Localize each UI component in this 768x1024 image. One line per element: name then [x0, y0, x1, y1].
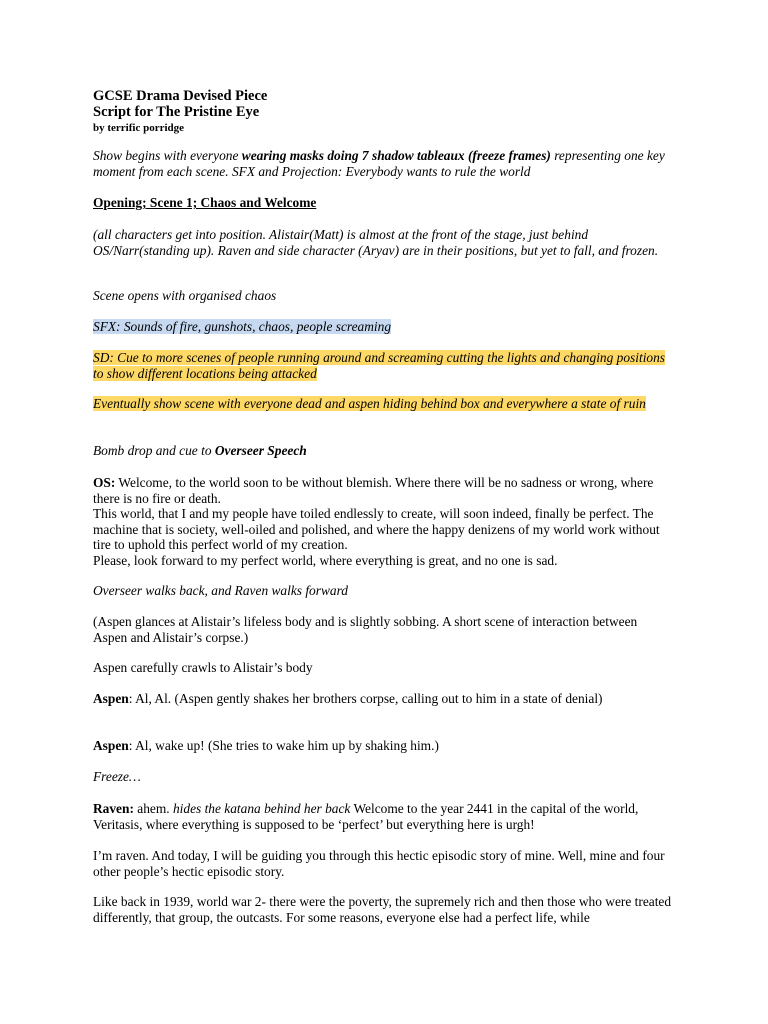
- intro-text: Show begins with everyone: [93, 148, 242, 163]
- os-speech: [93, 475, 673, 568]
- os-speaker: OS:: [93, 475, 116, 490]
- aspen-line-2-text: : Al, wake up! (She tries to wake him up by shaking him.): [128, 738, 439, 753]
- document-subtitle: Script for The Pristine Eye: [93, 104, 260, 120]
- raven-speaker: Raven:: [93, 801, 134, 816]
- sfx-direction: [93, 319, 673, 335]
- eventually-highlight: Eventually show scene with everyone dead and aspen hiding behind box and everywhere a state of ruin: [93, 396, 646, 411]
- freeze-direction: Freeze…: [93, 769, 141, 784]
- aspen-crawls-direction: Aspen carefully crawls to Alistair’s body: [93, 660, 313, 675]
- intro-bold-text: wearing masks doing 7 shadow tableaux (freeze frames): [241, 148, 551, 163]
- im-raven-paragraph: I’m raven. And today, I will be guiding you through this hectic episodic story of mine. Well, mine and four other people’s hectic episodic story.: [93, 848, 665, 879]
- aspen-line-1-text: : Al, Al. (Aspen gently shakes her brothers corpse, calling out to him in a state of denial): [128, 691, 603, 706]
- raven-stage-direction: hides the katana behind her back: [172, 801, 351, 816]
- document-byline: by terrific porridge: [93, 122, 185, 134]
- os-line-1: Welcome, to the world soon to be without blemish. Where there will be no sadness or wrong, where there is no fire or death.: [93, 475, 654, 506]
- sfx-highlight: SFX: Sounds of fire, gunshots, chaos, people screaming: [93, 319, 392, 334]
- scene-heading: Opening; Scene 1; Chaos and Welcome: [93, 195, 317, 210]
- sd-direction: [93, 350, 673, 381]
- overseer-speech-label: Overseer Speech: [214, 443, 307, 458]
- eventually-direction: [93, 396, 673, 412]
- bomb-direction: [93, 443, 673, 459]
- aspen-speaker: Aspen: [93, 691, 129, 706]
- characters-direction: (all characters get into position. Alistair(Matt) is almost at the front of the stage, just behind OS/Narr(standing up). Raven and side character (Aryav) are in their positions, but yet to fall, and frozen.: [93, 227, 659, 258]
- raven-line-end: Welcome to the year 2441 in the capital of the world, Veritasis, where everything is supposed to be ‘perfect’ but everything here is urgh!: [93, 801, 639, 832]
- aspen-line-1: [93, 691, 673, 707]
- intro-text-end: representing one key moment from each scene. SFX and Projection: Everybody wants to rule the world: [93, 148, 665, 179]
- aspen-speaker: Aspen: [93, 738, 129, 753]
- sd-highlight: SD: Cue to more scenes of people running around and screaming cutting the lights and changing positions to show different locations being attacked: [93, 350, 666, 381]
- aspen-glances-direction: (Aspen glances at Alistair’s lifeless body and is slightly sobbing. A short scene of interaction between Aspen and Alistair’s corpse.): [93, 614, 638, 645]
- raven-line: [93, 801, 673, 832]
- os-line-3: Please, look forward to my perfect world, where everything is great, and no one is sad.: [93, 552, 558, 568]
- like-back-paragraph: Like back in 1939, world war 2- there were the poverty, the supremely rich and then those who were treated differently, that group, the outcasts. For some reasons, everyone else had a perfect life, while: [93, 894, 672, 925]
- bomb-text: Bomb drop and cue to: [93, 443, 215, 458]
- document-title: GCSE Drama Devised Piece: [93, 88, 268, 104]
- raven-line-start: ahem.: [133, 801, 173, 816]
- os-line-2: This world, that I and my people have toiled endlessly to create, will soon indeed, finally be perfect. The machine that is society, well-oiled and polished, and where the happy denizens of my world work without tire to uphold this perfect world of my creation.: [93, 506, 660, 552]
- scene-opens-direction: Scene opens with organised chaos: [93, 288, 277, 303]
- intro-paragraph: [93, 148, 673, 179]
- overseer-walks-direction: Overseer walks back, and Raven walks forward: [93, 583, 348, 598]
- aspen-line-2: [93, 738, 673, 754]
